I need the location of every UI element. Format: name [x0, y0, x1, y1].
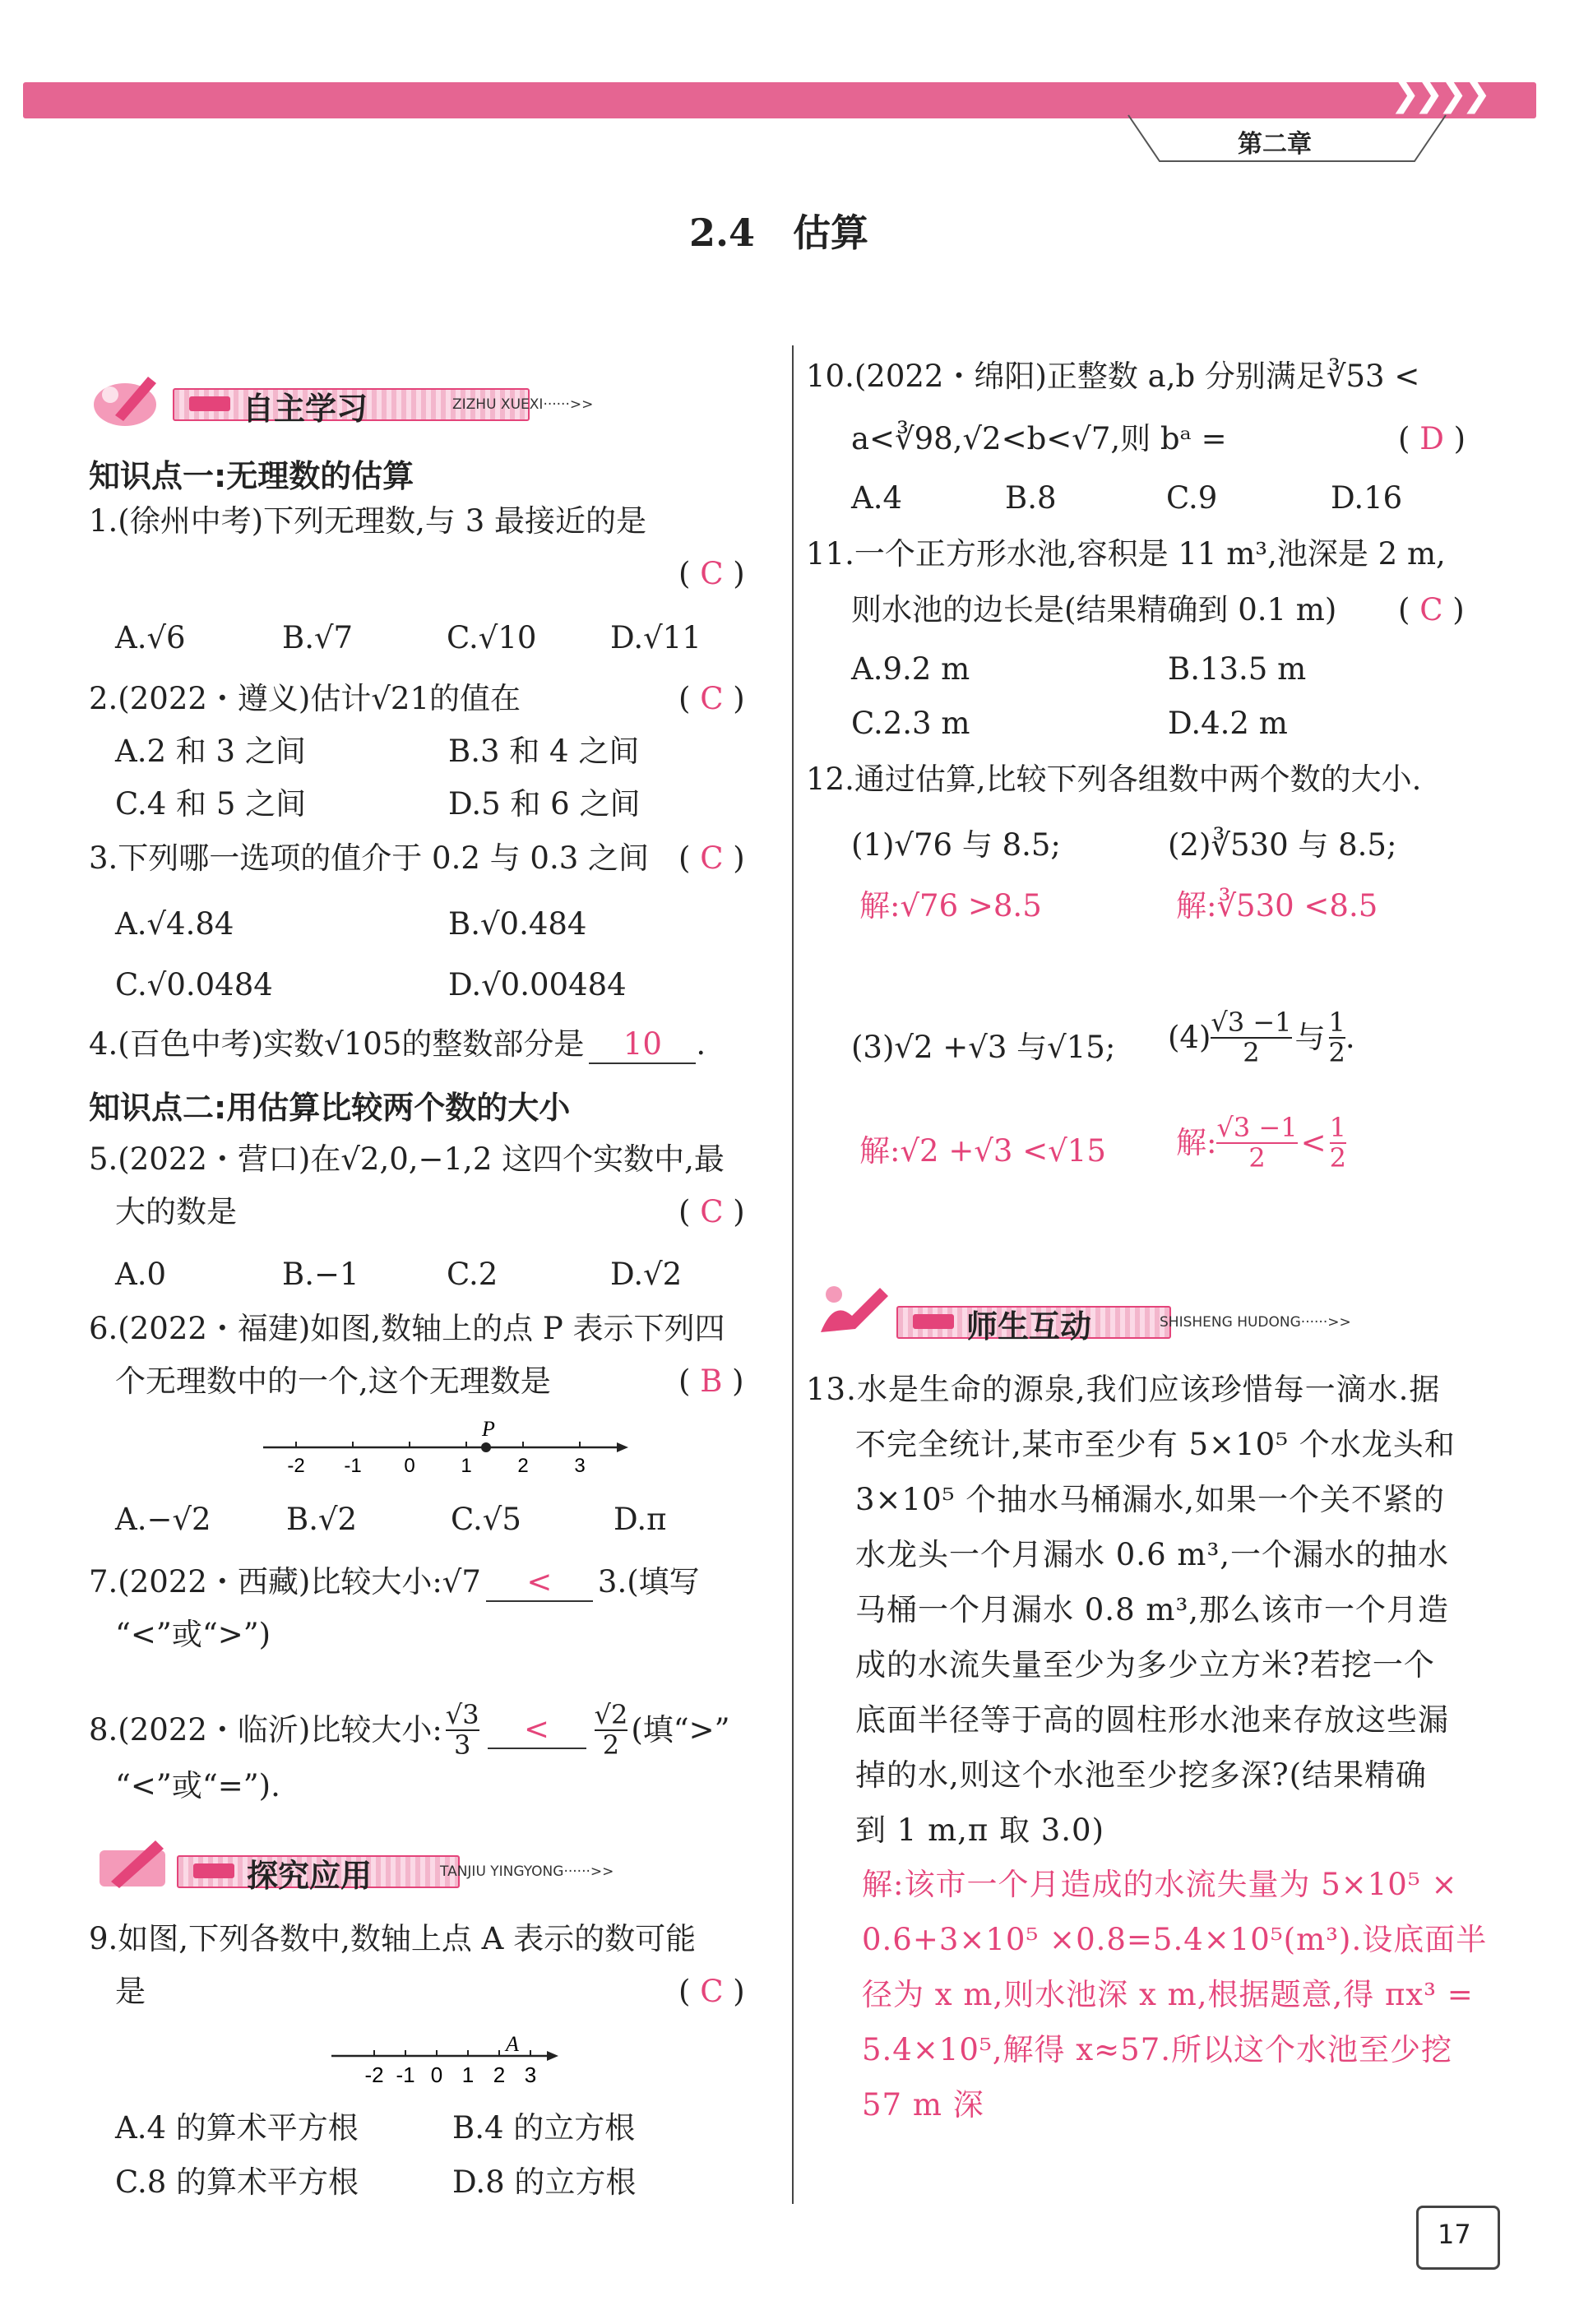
q9-number-line — [325, 2031, 563, 2089]
q9-option-c: C.8 的算术平方根 — [115, 2164, 359, 2200]
q12-answer-3: 解:√2 +√3 <√15 — [859, 1133, 1106, 1169]
q11-stem-1: 11.一个正方形水池,容积是 11 m³,池深是 2 m, — [806, 536, 1446, 572]
q2-option-a: A.2 和 3 之间 — [115, 734, 306, 769]
q13-solution-line: 解:该市一个月造成的水流失量为 5×10⁵ × — [862, 1867, 1458, 1902]
knowledge-point-1: 知识点一:无理数的估算 — [89, 458, 414, 494]
q10-stem-1: 10.(2022・绵阳)正整数 a,b 分别满足∛53 < — [806, 359, 1420, 394]
q2-option-b: B.3 和 4 之间 — [448, 734, 640, 769]
q13-solution-line: 5.4×10⁵,解得 x≈57.所以这个水池至少挖 — [862, 2032, 1452, 2067]
q9-option-b: B.4 的立方根 — [452, 2110, 636, 2146]
section-label: 探究应用 — [247, 1858, 373, 1894]
q3-option-b: B.√0.484 — [448, 906, 587, 942]
section-pinyin: TANJIU YINGYONG······>> — [440, 1863, 614, 1880]
q12-part-4: (4) √3 −1 2 与 1 2 . — [1168, 1007, 1355, 1069]
q1-option-b: B.√7 — [282, 620, 354, 655]
q13-solution-line: 0.6+3×10⁵ ×0.8=5.4×10⁵(m³).设底面半 — [862, 1922, 1488, 1957]
q9-option-d: D.8 的立方根 — [452, 2164, 637, 2200]
q8-stem: 8.(2022・临沂)比较大小: √3 3 < √2 2 (填“>” — [89, 1699, 730, 1762]
q11-option-a: A.9.2 m — [851, 651, 970, 687]
q12-part-3: (3)√2 +√3 与√15; — [851, 1030, 1116, 1065]
q12-answer-2: 解:∛530 <8.5 — [1176, 888, 1378, 924]
q11-option-d: D.4.2 m — [1168, 706, 1288, 741]
q13-line: 水龙头一个月漏水 0.6 m³,一个漏水的抽水 — [855, 1537, 1450, 1572]
q12-part-1: (1)√76 与 8.5; — [851, 827, 1061, 863]
knowledge-point-2: 知识点二:用估算比较两个数的大小 — [89, 1090, 571, 1126]
q12-answer-4: 解: √3 −1 2 < 1 2 — [1176, 1112, 1346, 1174]
q13-line: 马桶一个月漏水 0.8 m³,那么该市一个月造 — [855, 1592, 1450, 1627]
q7-stem-3: “<”或“>”) — [115, 1617, 271, 1652]
q6-stem-2: 个无理数中的一个,这个无理数是 — [115, 1363, 551, 1399]
q6-option-b: B.√2 — [286, 1502, 358, 1537]
q13-solution-line: 径为 x m,则水池深 x m,根据题意,得 πx³ = — [862, 1977, 1474, 2012]
q10-option-b: B.8 — [1005, 480, 1057, 516]
q9-stem-1: 9.如图,下列各数中,数轴上点 A 表示的数可能 — [89, 1921, 697, 1956]
q4-stem: 4.(百色中考)实数√105的整数部分是 10 . — [89, 1026, 706, 1064]
q13-line: 不完全统计,某市至少有 5×10⁵ 个水龙头和 — [855, 1427, 1456, 1462]
q6-option-c: C.√5 — [451, 1502, 521, 1537]
q12-stem: 12.通过估算,比较下列各组数中两个数的大小. — [806, 762, 1422, 797]
section-banner-zizhu — [90, 378, 666, 428]
q8-stem-3: “<”或“=”). — [115, 1768, 280, 1803]
section-pinyin: ZIZHU XUEXI······>> — [452, 396, 594, 413]
q10-option-d: D.16 — [1331, 480, 1403, 516]
q6-stem-1: 6.(2022・福建)如图,数轴上的点 P 表示下列四 — [89, 1311, 725, 1346]
axis-tick-label: 2 — [517, 1455, 529, 1477]
q5-stem-2: 大的数是 — [115, 1194, 237, 1229]
section-pinyin: SHISHENG HUDONG······>> — [1160, 1314, 1351, 1331]
q9-stem-2: 是 — [115, 1974, 146, 2009]
q6-number-line — [255, 1413, 633, 1487]
q6-option-d: D.π — [614, 1502, 667, 1537]
section-label: 师生互动 — [966, 1308, 1092, 1345]
pencil-icon — [90, 370, 173, 428]
q3-option-a: A.√4.84 — [115, 906, 234, 942]
q9-option-a: A.4 的算术平方根 — [115, 2110, 359, 2146]
q1-stem: 1.(徐州中考)下列无理数,与 3 最接近的是 — [89, 503, 646, 539]
section-banner-shisheng — [814, 1296, 1390, 1345]
q10-option-a: A.4 — [851, 480, 903, 516]
q3-answer: ( C ) — [678, 840, 745, 876]
q7-stem: 7.(2022・西藏)比较大小:√7 < 3.(填写 — [89, 1564, 700, 1602]
q10-option-c: C.9 — [1166, 480, 1218, 516]
pencil-icon — [95, 1834, 177, 1891]
q12-part-2: (2)∛530 与 8.5; — [1168, 827, 1397, 863]
axis-tick-label: -1 — [344, 1455, 362, 1477]
section-banner-tanjiu — [95, 1845, 670, 1895]
axis-tick-label: -1 — [396, 2062, 415, 2087]
q2-option-d: D.5 和 6 之间 — [448, 786, 641, 822]
q2-stem: 2.(2022・遵义)估计√21的值在 — [89, 681, 521, 716]
q13-line: 13.水是生命的源泉,我们应该珍惜每一滴水.据 — [806, 1372, 1441, 1407]
q13-line: 掉的水,则这个水池至少挖多深?(结果精确 — [855, 1757, 1428, 1793]
q1-option-c: C.√10 — [447, 620, 537, 655]
page-title: 2.4 估算 — [689, 211, 869, 255]
axis-tick-label: 1 — [461, 1455, 472, 1477]
q3-option-c: C.√0.0484 — [115, 967, 273, 1002]
axis-tick-label: -2 — [287, 1455, 305, 1477]
q9-point-label: A — [506, 2032, 519, 2056]
q13-solution-line: 57 m 深 — [862, 2087, 984, 2123]
q13-line: 3×10⁵ 个抽水马桶漏水,如果一个关不紧的 — [855, 1482, 1445, 1517]
q5-stem-1: 5.(2022・营口)在√2,0,−1,2 这四个实数中,最 — [89, 1141, 725, 1177]
q1-option-a: A.√6 — [115, 620, 186, 655]
q13-line: 底面半径等于高的圆柱形水池来存放这些漏 — [855, 1702, 1449, 1738]
axis-tick-label: 3 — [524, 2062, 537, 2087]
q12-answer-1: 解:√76 >8.5 — [859, 888, 1042, 924]
q13-line: 到 1 m,π 取 3.0) — [855, 1812, 1105, 1848]
q2-option-c: C.4 和 5 之间 — [115, 786, 307, 822]
q5-option-d: D.√2 — [610, 1257, 683, 1292]
q9-answer: ( C ) — [678, 1974, 745, 2009]
q5-answer: ( C ) — [678, 1194, 745, 1229]
section-label: 自主学习 — [243, 391, 368, 427]
q1-answer: ( C ) — [678, 556, 745, 591]
axis-tick-label: 2 — [493, 2062, 506, 2087]
q2-answer: ( C ) — [678, 681, 745, 716]
q6-point-label: P — [482, 1417, 495, 1441]
axis-tick-label: -2 — [364, 2062, 384, 2087]
q10-answer: ( D ) — [1398, 421, 1466, 456]
q5-option-b: B.−1 — [282, 1257, 359, 1292]
q11-stem-2: 则水池的边长是(结果精确到 0.1 m) — [851, 592, 1337, 627]
column-divider — [792, 345, 794, 2204]
page-number: 17 — [1438, 2219, 1471, 2250]
q3-option-d: D.√0.00484 — [448, 967, 627, 1002]
q5-option-c: C.2 — [447, 1257, 498, 1292]
axis-tick-label: 0 — [404, 1455, 415, 1477]
q1-option-d: D.√11 — [610, 620, 702, 655]
chapter-label: 第二章 — [1238, 130, 1312, 159]
pencil-icon — [814, 1280, 896, 1337]
q10-stem-2: a<∛98,√2<b<√7,则 bᵃ = — [851, 421, 1227, 456]
q6-option-a: A.−√2 — [115, 1502, 211, 1537]
q6-answer: ( B ) — [678, 1363, 744, 1399]
q13-line: 成的水流失量至少为多少立方米?若挖一个 — [855, 1647, 1435, 1683]
axis-tick-label: 3 — [574, 1455, 586, 1477]
q11-option-c: C.2.3 m — [851, 706, 970, 741]
axis-tick-label: 0 — [430, 2062, 443, 2087]
q5-option-a: A.0 — [115, 1257, 167, 1292]
axis-tick-label: 1 — [461, 2062, 475, 2087]
q3-stem: 3.下列哪一选项的值介于 0.2 与 0.3 之间 — [89, 840, 650, 876]
q11-answer: ( C ) — [1398, 592, 1465, 627]
header-chevrons: ❯❯❯❯ — [1390, 72, 1485, 114]
q11-option-b: B.13.5 m — [1168, 651, 1307, 687]
